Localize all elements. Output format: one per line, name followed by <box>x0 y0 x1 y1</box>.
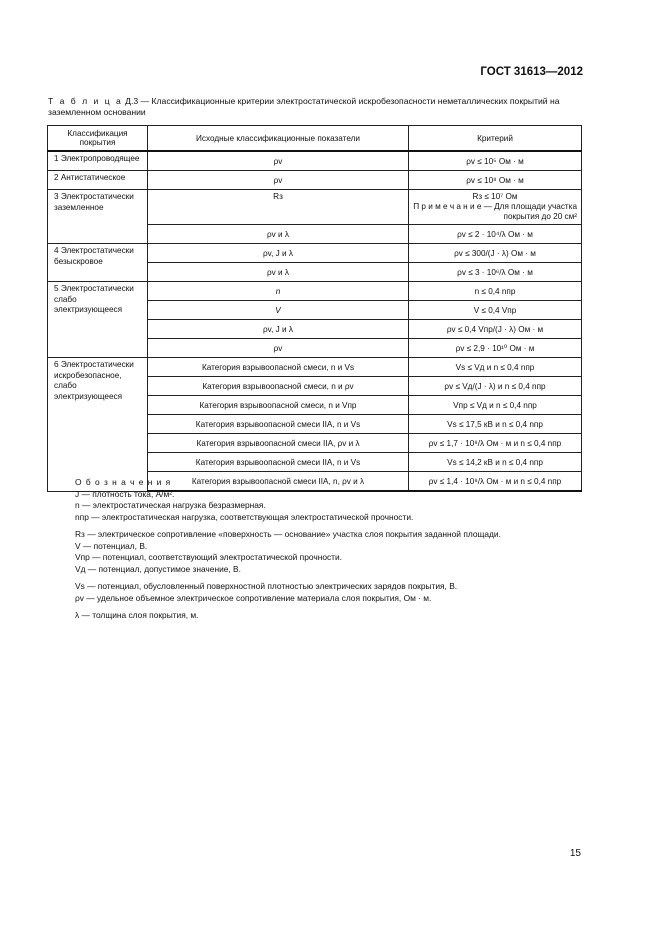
table-row <box>48 171 582 190</box>
classification-table <box>47 125 582 492</box>
criterion-cell: ρv ≤ 2,9 · 10¹⁰ Ом · м <box>409 339 582 358</box>
criterion-cell: ρv ≤ 10⁸ Ом · м <box>409 171 582 190</box>
criterion-cell: ρv ≤ 2 · 10⁴/λ Ом · м <box>409 225 582 244</box>
column-header: Критерий <box>409 126 582 152</box>
table-row <box>48 151 582 171</box>
notation-line: Vпр — потенциал, соответствующий электростатической прочности. <box>75 552 342 562</box>
class-cell: 3 Электростатически заземленное <box>48 190 148 244</box>
param-cell: ρv <box>148 171 409 190</box>
param-cell: ρv <box>148 151 409 171</box>
criterion-cell: ρv ≤ 300/(J · λ) Ом · м <box>409 244 582 263</box>
notation-line: ρv — удельное объемное электрическое сопротивление материала слоя покрытия, Ом · м. <box>75 592 432 603</box>
notation-line: λ — толщина слоя покрытия, м. <box>75 610 199 620</box>
param-cell: Категория взрывоопасной смеси IIA, n и Vs <box>148 453 409 472</box>
param-cell: Категория взрывоопасной смеси, n и ρv <box>148 377 409 396</box>
criterion-cell: V ≤ 0,4 Vпр <box>409 301 582 320</box>
class-cell: 6 Электростатически искробезопасное, слабо электризующееся <box>48 358 148 492</box>
criterion-value: Rз ≤ 10⁷ Ом <box>472 192 518 201</box>
criterion-cell: n ≤ 0,4 nпр <box>409 282 582 301</box>
param-cell: Категория взрывоопасной смеси IIA, n и Vs <box>148 415 409 434</box>
caption-text: Д.3 — Классификационные критерии электростатической искробезопасности неметаллических покрытий на заземленном основании <box>48 96 560 117</box>
criterion-note: П р и м е ч а н и е — Для площади участка покрытия до 20 см² <box>413 202 577 221</box>
notation-line: J — плотность тока, А/м². <box>75 488 175 499</box>
criterion-cell: Vs ≤ Vд и n ≤ 0,4 nпр <box>409 358 582 377</box>
param-cell: Rз <box>148 190 409 225</box>
criterion-cell: ρv ≤ 1,7 · 10⁸/λ Ом · м и n ≤ 0,4 nпр <box>409 434 582 453</box>
column-header: Классификация покрытия <box>48 126 148 152</box>
notation-title: О б о з н а ч е н и я <box>75 477 172 487</box>
table-row <box>48 244 582 263</box>
notation-block <box>75 477 595 622</box>
table-row <box>48 358 582 377</box>
param-cell: Категория взрывоопасной смеси IIA, n, ρv и λ <box>148 472 409 492</box>
param-cell: ρv, J и λ <box>148 320 409 339</box>
criterion-cell: ρv ≤ 0,4 Vпр/(J · λ) Ом · м <box>409 320 582 339</box>
notation-line: V — потенциал, В. <box>75 540 148 551</box>
param-cell: ρv и λ <box>148 225 409 244</box>
param-cell: ρv, J и λ <box>148 244 409 263</box>
criterion-cell: ρv ≤ Vд/(J · λ) и n ≤ 0,4 nпр <box>409 377 582 396</box>
table-row <box>48 282 582 301</box>
param-cell: Категория взрывоопасной смеси, n и Vпр <box>148 396 409 415</box>
page-number: 15 <box>569 848 581 859</box>
criterion-cell: ρv ≤ 10⁵ Ом · м <box>409 151 582 171</box>
criterion-cell: ρv ≤ 3 · 10⁶/λ Ом · м <box>409 263 582 282</box>
param-cell: V <box>148 301 409 320</box>
criterion-cell: Vs ≤ 14,2 кВ и n ≤ 0,4 nпр <box>409 453 582 472</box>
criterion-cell <box>409 190 582 225</box>
class-cell: 2 Антистатическое <box>48 171 148 190</box>
class-cell: 5 Электростатически слабо электризующееся <box>48 282 148 358</box>
table-header-row <box>48 126 582 152</box>
column-header: Исходные классификационные показатели <box>148 126 409 152</box>
table-row <box>48 190 582 225</box>
document-code: ГОСТ 31613—2012 <box>480 66 583 78</box>
notation-line: Rз — электрическое сопротивление «поверхность — основание» участка слоя покрытия заданной площади. <box>75 529 501 539</box>
param-cell: ρv <box>148 339 409 358</box>
notation-line: Vs — потенциал, обусловленный поверхностной плотностью электрических зарядов покрытия, В. <box>75 581 458 591</box>
param-cell: ρv и λ <box>148 263 409 282</box>
notation-line: n — электростатическая нагрузка безразмерная. <box>75 500 266 510</box>
criterion-cell: Vs ≤ 17,5 кВ и n ≤ 0,4 nпр <box>409 415 582 434</box>
table-caption <box>48 96 578 118</box>
class-cell: 1 Электропроводящее <box>48 151 148 171</box>
criterion-cell: Vпр ≤ Vд и n ≤ 0,4 nпр <box>409 396 582 415</box>
criterion-cell: ρv ≤ 1,4 · 10⁸/λ Ом · м и n ≤ 0,4 nпр <box>409 472 582 492</box>
notation-line: Vд — потенциал, допустимое значение, В. <box>75 563 241 574</box>
param-cell: Категория взрывоопасной смеси IIA, ρv и λ <box>148 434 409 453</box>
param-cell: Категория взрывоопасной смеси, n и Vs <box>148 358 409 377</box>
notation-line: nпр — электростатическая нагрузка, соответствующая электростатической прочности. <box>75 511 414 522</box>
class-cell: 4 Электростатически безыскровое <box>48 244 148 282</box>
param-cell: n <box>148 282 409 301</box>
caption-prefix: Т а б л и ц а <box>48 96 123 106</box>
